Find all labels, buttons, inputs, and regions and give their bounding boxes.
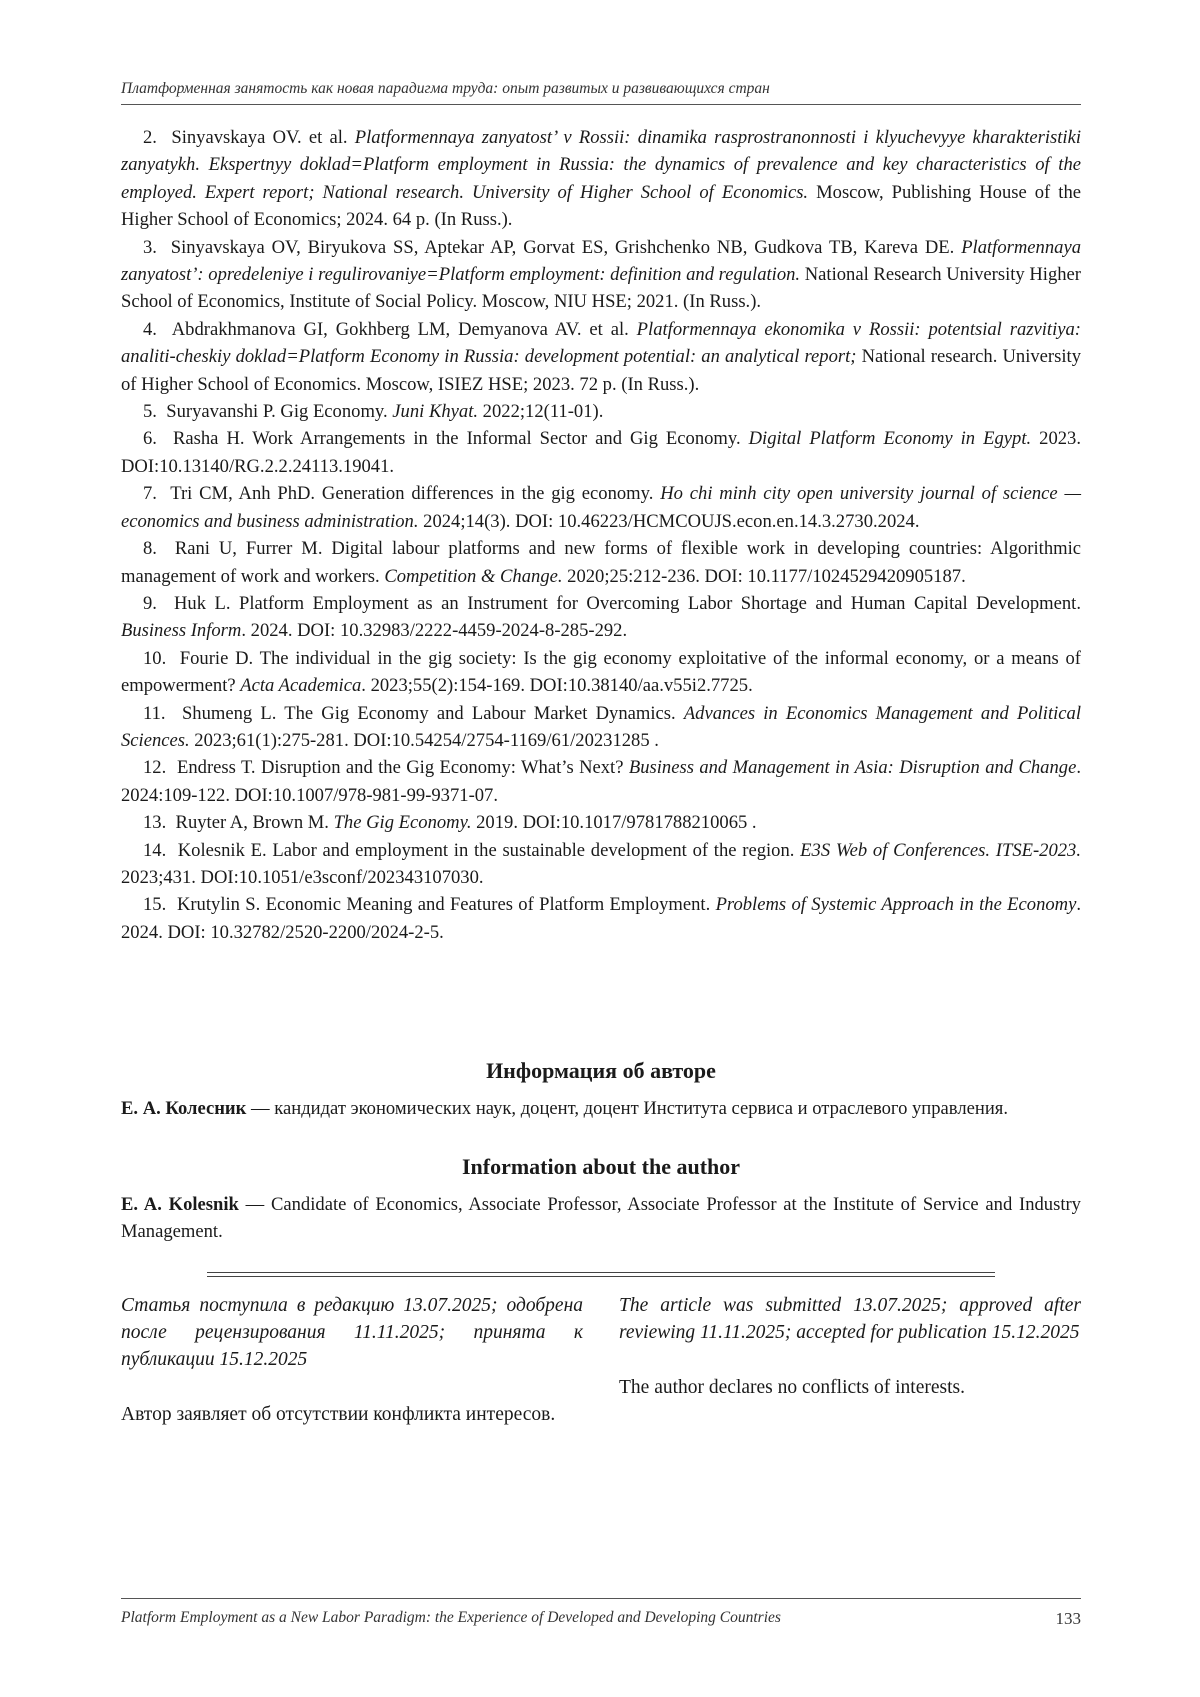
reference-source: Digital Platform Economy in Egypt. (748, 428, 1032, 450)
running-header: Платформенная занятость как новая парадигма труда: опыт развитых и развивающихся стран (121, 80, 1081, 105)
reference-item (121, 124, 1081, 234)
reference-item (121, 809, 1081, 836)
reference-authors: Tri CM, Anh PhD. Generation differences in the gig economy. (170, 483, 661, 505)
reference-source: Problems of Systemic Approach in the Economy (715, 894, 1077, 916)
reference-details: National research. University of Higher School of Economics. Moscow, ISIEZ HSE; 2023. 72 p. (In Russ.). (121, 346, 1081, 395)
reference-source: Platformennaya zanyatost’ v Rossii: dinamika rasprostranonnosti i klyuchevyye kharakteristiki zanyatykh. Ekspertnyy doklad=Platform employment in Russia: the dynamics of prevalence and key characteristics of the employed. Expert report; National research. University of Higher School of Economics. (121, 127, 1081, 203)
reference-authors: Ruyter A, Brown M. (175, 812, 334, 834)
reference-authors: Shumeng L. The Gig Economy and Labour Market Dynamics. (181, 702, 684, 724)
footer-title: Platform Employment as a New Labor Paradigm: the Experience of Developed and Developing Countries (121, 1609, 781, 1626)
reference-details: 2023;431. DOI:10.1051/e3sconf/202343107030. (121, 866, 484, 888)
reference-details: 2023;61(1):275-281. DOI:10.54254/2754-1169/61/20231285 . (189, 729, 659, 751)
article-dates-ru: Статья поступила в редакцию 13.07.2025; одобрена после рецензирования 11.11.2025; принята к публикации 15.12.2025 (121, 1295, 583, 1370)
reference-authors: Kolesnik E. Labor and employment in the sustainable development of the region. (177, 839, 801, 861)
reference-details: Moscow, Publishing House of the Higher School of Economics; 2024. 64 p. (In Russ.). (121, 181, 1081, 231)
article-info-ru (121, 1292, 583, 1428)
reference-number: 9. (143, 592, 157, 614)
reference-number: 6. (143, 428, 157, 450)
reference-number: 5. (143, 401, 157, 423)
reference-item (121, 645, 1081, 700)
reference-item (121, 700, 1081, 755)
reference-source: E3S Web of Conferences. ITSE-2023. (800, 839, 1081, 861)
references-list (121, 124, 1081, 946)
reference-details: 2022;12(11-01). (478, 401, 604, 423)
reference-source: Platformennaya zanyatost’: opredeleniye i regulirovaniye=Platform employment: definition and regulation. (121, 236, 1081, 286)
reference-item (121, 891, 1081, 946)
reference-number: 11. (143, 702, 166, 724)
reference-source: The Gig Economy. (333, 812, 472, 834)
reference-source: Business and Management in Asia: Disruption and Change (628, 757, 1077, 779)
reference-authors: Sinyavskaya OV, Biryukova SS, Aptekar AP, Gorvat ES, Grishchenko NB, Gudkova TB, Kareva DE. (170, 236, 962, 258)
author-info-body-en (121, 1191, 1081, 1245)
reference-item (121, 234, 1081, 316)
reference-authors: Sinyavskaya OV. et al. (171, 127, 355, 148)
article-dates-en: The article was submitted 13.07.2025; approved after reviewing 11.11.2025; accepted for publication 15.12.2025 (619, 1295, 1081, 1343)
reference-details: . 2023;55(2):154-169. DOI:10.38140/aa.v55i2.7725. (361, 675, 753, 697)
reference-source: Juni Khyat. (392, 401, 479, 423)
reference-item (121, 535, 1081, 590)
reference-item (121, 754, 1081, 809)
author-info-body-ru (121, 1095, 1081, 1122)
reference-number: 13. (143, 812, 167, 834)
reference-item (121, 425, 1081, 480)
reference-item (121, 590, 1081, 645)
reference-number: 7. (143, 483, 157, 505)
reference-authors: Rasha H. Work Arrangements in the Informal Sector and Gig Economy. (172, 428, 749, 450)
reference-details: 2024;14(3). DOI: 10.46223/HCMCOUJS.econ.en.14.3.2730.2024. (418, 510, 920, 532)
reference-source: Advances in Economics Management and Political Sciences. (121, 702, 1082, 751)
reference-number: 12. (143, 757, 167, 779)
page-number: 133 (1055, 1609, 1081, 1628)
reference-number: 8. (143, 538, 157, 560)
reference-item (121, 837, 1081, 892)
reference-item (121, 480, 1081, 535)
reference-source: Ho chi minh city open university journal of science — economics and business administration. (121, 483, 1081, 532)
reference-number: 15. (143, 894, 167, 916)
reference-number: 10. (143, 647, 167, 669)
conflict-statement-ru: Автор заявляет об отсутствии конфликта интересов. (121, 1404, 556, 1425)
reference-item (121, 398, 1081, 425)
reference-source: Business Inform (121, 620, 242, 642)
author-info-title-ru: Информация об авторе (486, 1058, 716, 1083)
reference-details: . 2024. DOI: 10.32983/2222-4459-2024-8-285-292. (241, 620, 628, 642)
reference-source: Competition & Change. (384, 565, 563, 587)
reference-number: 14. (143, 839, 167, 861)
reference-authors: Endress T. Disruption and the Gig Economy: What’s Next? (177, 757, 629, 779)
reference-number: 3. (143, 236, 157, 258)
reference-details: . 2024:109-122. DOI:10.1007/978-981-99-9371-07. (121, 757, 1081, 806)
reference-details: National Research University Higher School of Economics, Institute of Social Policy. Moscow, NIU HSE; 2021. (In Russ.). (121, 264, 1081, 313)
reference-authors: Fourie D. The individual in the gig society: Is the gig economy exploitative of the informal economy, or a means of empowerment? (121, 647, 1081, 697)
reference-source: Acta Academica (240, 675, 362, 697)
reference-details: 2023. DOI:10.13140/RG.2.2.24113.19041. (121, 428, 1081, 477)
reference-source: Platformennaya ekonomika v Rossii: potentsial razvitiya: analiti-cheskiy doklad=Platform Economy in Russia: development potential: an analytical report; (121, 318, 1082, 368)
article-info-en (619, 1292, 1081, 1401)
author-name-en: E. A. Kolesnik (121, 1194, 239, 1215)
page (121, 0, 1081, 1697)
running-footer (121, 1598, 1081, 1627)
reference-authors: Huk L. Platform Employment as an Instrument for Overcoming Labor Shortage and Human Capital Development. (173, 592, 1082, 614)
reference-number: 4. (143, 318, 157, 340)
reference-authors: Krutylin S. Economic Meaning and Features of Platform Employment. (176, 894, 716, 916)
section-divider (207, 1272, 995, 1277)
author-description-ru: — кандидат экономических наук, доцент, доцент Института сервиса и отраслевого управления. (246, 1098, 1008, 1119)
reference-authors: Abdrakhmanova GI, Gokhberg LM, Demyanova AV. et al. (171, 318, 637, 340)
reference-item (121, 316, 1081, 398)
author-name-ru: Е. А. Колесник (121, 1098, 247, 1119)
reference-authors: Rani U, Furrer M. Digital labour platforms and new forms of flexible work in developing countries: Algorithmic management of work and workers. (121, 538, 1081, 587)
reference-details: 2019. DOI:10.1017/9781788210065 . (471, 812, 757, 834)
reference-details: 2020;25:212-236. DOI: 10.1177/1024529420905187. (562, 565, 966, 587)
author-info-title-en: Information about the author (461, 1154, 741, 1179)
reference-authors: Suryavanshi P. Gig Economy. (166, 401, 393, 423)
reference-details: . 2024. DOI: 10.32782/2520-2200/2024-2-5. (121, 894, 1082, 943)
author-description-en: — Candidate of Economics, Associate Professor, Associate Professor at the Institute of Service and Industry Management. (121, 1194, 1081, 1242)
reference-number: 2. (143, 127, 157, 148)
conflict-statement-en: The author declares no conflicts of interests. (619, 1377, 966, 1398)
